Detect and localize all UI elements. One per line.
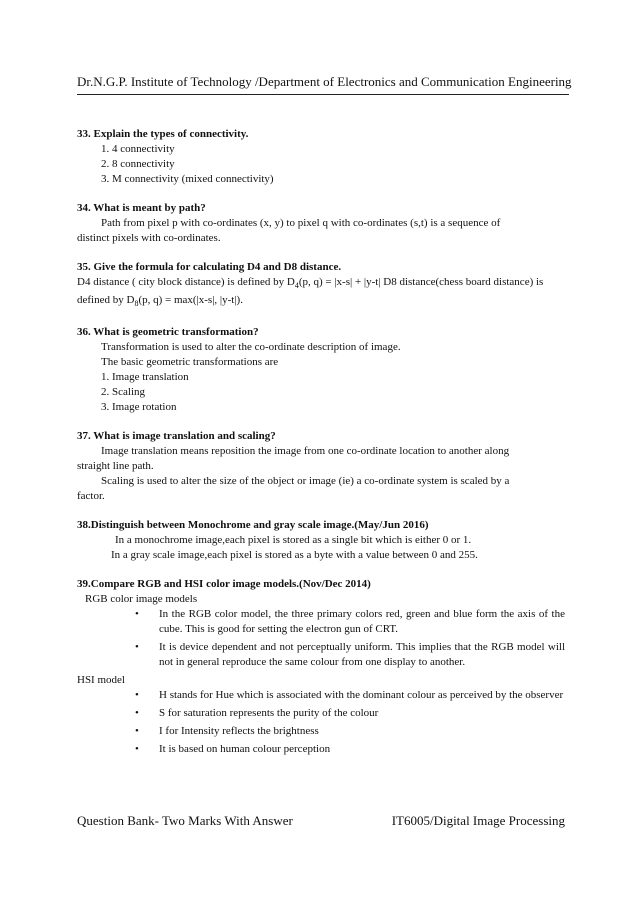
bullet-item: • H stands for Hue which is associated with the dominant colour as perceived by the observer (135, 689, 564, 702)
question-heading: 35. Give the formula for calculating D4 and D8 distance. (77, 261, 342, 273)
answer-line: In a gray scale image,each pixel is stored as a byte with a value between 0 and 255. (111, 549, 478, 562)
answer-line: Image translation means reposition the image from one co-ordinate location to another along (101, 445, 510, 458)
hsi-bullet-list (77, 688, 565, 757)
question-heading: 38.Distinguish between Monochrome and gray scale image.(May/Jun 2016) (77, 519, 429, 532)
question-38 (77, 518, 565, 563)
answer-line: The basic geometric transformations are (101, 356, 279, 369)
bullet-item: • It is based on human colour perception (135, 743, 331, 756)
subheading-hsi: HSI model (77, 674, 125, 687)
answer-line: Path from pixel p with co-ordinates (x, y) to pixel q with co-ordinates (s,t) is a sequence of (101, 217, 501, 229)
answer-line: straight line path. (77, 460, 154, 473)
list-item: 1. Image translation (101, 371, 189, 384)
answer-line: In a monochrome image,each pixel is stored as a single bit which is either 0 or 1. (115, 534, 472, 547)
footer-left: Question Bank- Two Marks With Answer (77, 813, 293, 828)
answer-line: defined by $D_8(p$, q) = max(|x-s|, |y-t|). (77, 294, 243, 309)
answer-line: Scaling is used to alter the size of the object or image (ie) a co-ordinate system is scaled by a (101, 475, 510, 488)
question-35 (77, 260, 565, 311)
question-heading: 36. What is geometric transformation? (77, 326, 259, 339)
page-footer (77, 813, 565, 829)
question-heading: 37. What is image translation and scaling? (77, 430, 276, 443)
rgb-bullet-list (77, 607, 565, 670)
bullet-item: • I for Intensity reflects the brightness (135, 725, 319, 738)
question-39 (77, 577, 565, 757)
question-33 (77, 127, 565, 187)
page-content (77, 127, 565, 771)
bullet-item: • S for saturation represents the purity of the colour (135, 707, 379, 720)
question-heading: 33. Explain the types of connectivity. (77, 128, 249, 140)
list-item: 2. Scaling (101, 386, 145, 399)
list-item: 3. Image rotation (101, 401, 177, 414)
bullet-item: • It is device dependent and not perceptually uniform. This implies that the RGB model will not in general reproduce the same colour from one display to another. (135, 641, 565, 669)
answer-line: distinct pixels with co-ordinates. (77, 232, 221, 244)
page-header: Dr.N.G.P. Institute of Technology /Department of Electronics and Communication Engineering (77, 74, 569, 95)
list-item: 1. 4 connectivity (101, 143, 175, 155)
question-heading: 34. What is meant by path? (77, 202, 206, 214)
list-item: 3. M connectivity (mixed connectivity) (101, 173, 274, 185)
answer-line: D4 distance ( city block distance) is defined by $D_4(p$, q) = |x-s| + |y-t| D8 distance(chess board distance) is (77, 276, 544, 291)
answer-line: Transformation is used to alter the co-ordinate description of image. (101, 341, 401, 354)
question-37 (77, 429, 565, 504)
list-item: 2. 8 connectivity (101, 158, 175, 170)
question-34 (77, 201, 565, 246)
subheading-rgb: RGB color image models (85, 593, 198, 606)
question-heading: 39.Compare RGB and HSI color image models.(Nov/Dec 2014) (77, 578, 371, 591)
footer-right: IT6005/Digital Image Processing (391, 813, 565, 828)
answer-line: factor. (77, 490, 105, 503)
bullet-item: • In the RGB color model, the three primary colors red, green and blue form the axis of the cube. This is good for setting the electron gun of CRT. (135, 608, 565, 636)
question-36 (77, 325, 565, 415)
